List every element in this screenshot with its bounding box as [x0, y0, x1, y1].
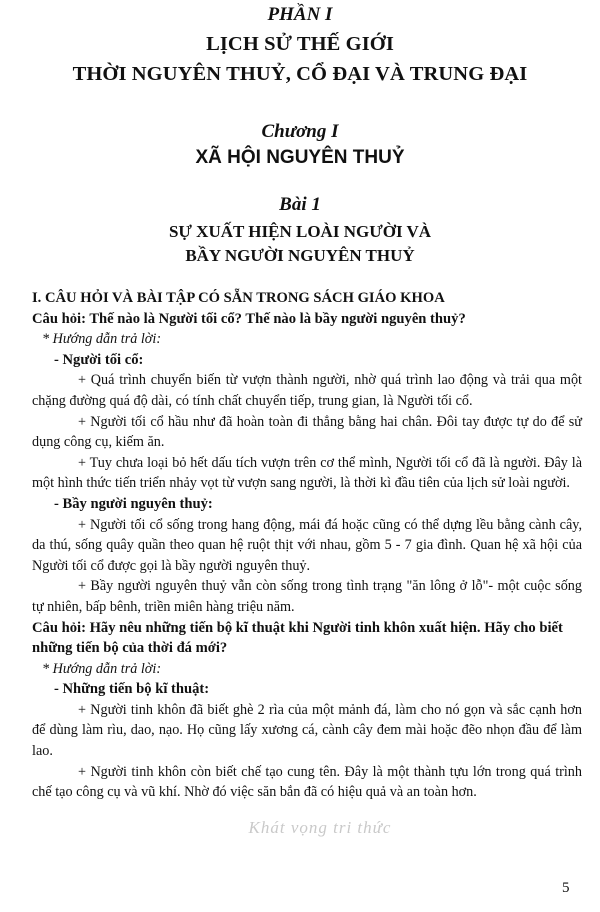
paragraph: + Tuy chưa loại bỏ hết dấu tích vượn trên cơ thể mình, Người tối cổ đã là người. Đây là một hình thức tiến triển nhảy vọt từ vượn sang người, là thời kì đầu tiên của lịch sử loài người.: [32, 454, 582, 492]
answer-guide-1: * Hướng dẫn trả lời:: [42, 331, 162, 348]
paragraph: + Quá trình chuyển biến từ vượn thành người, nhờ quá trình lao động và trải qua một chặng đường quá độ dài, có tính chất chuyển tiếp, trung gian, là Người tối cổ.: [32, 372, 582, 409]
body-text: [32, 288, 582, 803]
paragraph: + Người tinh khôn còn biết chế tạo cung tên. Đây là một thành tựu lớn trong quá trình chế tạo công cụ và vũ khí. Nhờ đó việc săn bắn đã có hiệu quả và an toàn hơn.: [32, 763, 582, 801]
question-1: Câu hỏi: Thế nào là Người tối cổ? Thế nào là bầy người nguyên thuỷ?: [32, 310, 466, 327]
subheading-bay-nguoi: - Bầy người nguyên thuỷ:: [54, 495, 213, 512]
main-title-line-2: THỜI NGUYÊN THUỶ, CỔ ĐẠI VÀ TRUNG ĐẠI: [72, 63, 528, 85]
lesson-title-line-1: SỰ XUẤT HIỆN LOÀI NGƯỜI VÀ: [168, 222, 432, 241]
chapter-title: XÃ HỘI NGUYÊN THUỶ: [195, 147, 405, 168]
answer-guide-2: * Hướng dẫn trả lời:: [42, 660, 162, 677]
lesson-title-line-2: BẦY NGƯỜI NGUYÊN THUỶ: [185, 246, 415, 265]
question-2: Câu hỏi: Hãy nêu những tiến bộ kĩ thuật khi Người tinh khôn xuất hiện. Hãy cho biết những tiến bộ của thời đá mới?: [32, 619, 563, 657]
page-number: 5: [562, 880, 570, 896]
section-heading: I. CÂU HỎI VÀ BÀI TẬP CÓ SẴN TRONG SÁCH GIÁO KHOA: [32, 290, 445, 306]
chapter-label: Chương I: [261, 121, 339, 142]
subheading-tien-bo-ki-thuat: - Những tiến bộ kĩ thuật:: [54, 681, 210, 698]
paragraph: + Người tinh khôn đã biết ghè 2 rìa của một mảnh đá, làm cho nó gọn và sắc cạnh hơn để dùng làm rìu, dao, nạo. Họ cũng lấy xương cá, cành cây đem mài hoặc đẽo nhọn đầu để làm lao.: [32, 701, 582, 760]
watermark-tagline: Khát vọng tri thức: [248, 818, 392, 837]
subheading-nguoi-toi-co: - Người tối cổ:: [54, 351, 144, 368]
paragraph: + Người tối cổ sống trong hang động, mái đá hoặc cũng có thể dựng lều bằng cành cây, da thú, sống quây quần theo quan hệ ruột thịt với nhau, gồm 5 - 7 gia đình. Quan hệ xã hội của Người tối cổ được gọi là bầy người nguyên thuỷ.: [32, 516, 582, 574]
main-title-line-1: LỊCH SỬ THẾ GIỚI: [206, 33, 394, 55]
paragraph: + Người tối cổ hầu như đã hoàn toàn đi thẳng bằng hai chân. Đôi tay được tự do để sử dụng công cụ, kiếm ăn.: [32, 413, 582, 451]
lesson-label: Bài 1: [279, 194, 321, 215]
paragraph: + Bầy người nguyên thuỷ vẫn còn sống trong tình trạng "ăn lông ở lỗ"- một cuộc sống tự nhiên, bấp bênh, triền miên hàng triệu năm.: [32, 578, 582, 615]
part-label: PHẦN I: [267, 4, 333, 25]
